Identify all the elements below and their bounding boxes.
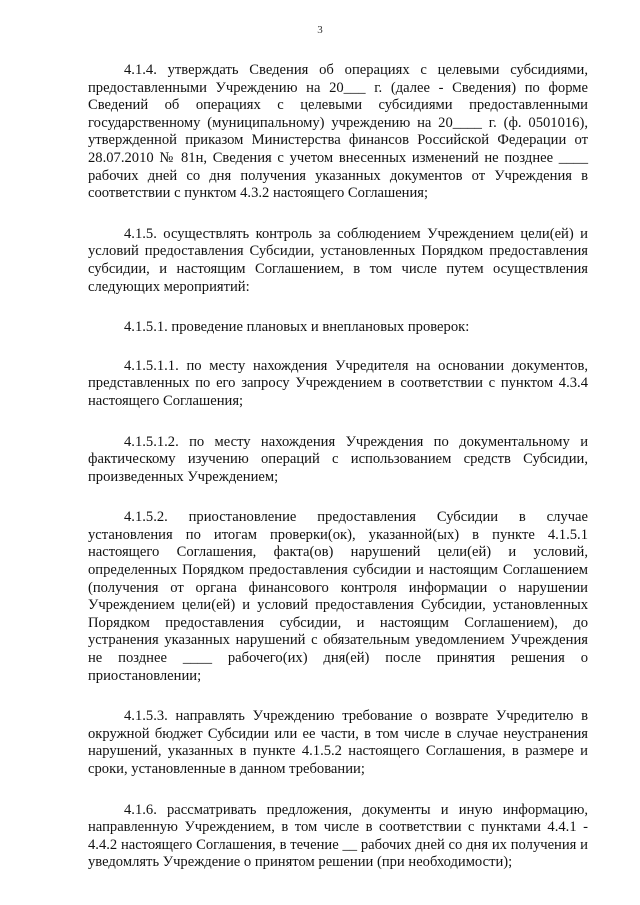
- paragraph-4-1-5: 4.1.5. осуществлять контроль за соблюдением Учреждением цели(ей) и условий предоставления Субсидии, установленных Порядком предоставления субсидии, и настоящим Соглашением, в том числе путем осуществления следующих мероприятий:: [88, 225, 588, 295]
- paragraph-4-1-5-3: 4.1.5.3. направлять Учреждению требование о возврате Учредителю в окружной бюджет Субсидии или ее части, в том числе в случае неустранения нарушений, указанных в пункте 4.1.5.2 настоящего Соглашения, в размере и сроки, установленные в данном требовании;: [88, 708, 588, 777]
- paragraph-4-1-5-1: 4.1.5.1. проведение плановых и внеплановых проверок:: [124, 319, 470, 336]
- paragraph-4-1-4: 4.1.4. утверждать Сведения об операциях с целевыми субсидиями, предоставленными Учреждению на 20___ г. (далее - Сведения) по форме Сведений об операциях с целевыми субсидиями предоставленными государственному (муниципальному) учреждению на 20____ г. (ф. 0501016), утвержденной приказом Министерства финансов Российской Федерации от 28.07.2010 № 81н, Сведения с учетом внесенных изменений не позднее ____ рабочих дней со дня получения указанных документов от Учреждения в соответствии с пунктом 4.3.2 настоящего Соглашения;: [88, 62, 588, 202]
- page-number: 3: [317, 24, 323, 36]
- document-body: [88, 62, 588, 895]
- paragraph-4-1-5-1-2: 4.1.5.1.2. по месту нахождения Учреждения по документальному и фактическому изучению операций с использованием средств Субсидии, произведенных Учреждением;: [88, 433, 588, 485]
- paragraph-4-1-5-1-1: 4.1.5.1.1. по месту нахождения Учредителя на основании документов, представленных по его запросу Учреждением в соответствии с пунктом 4.3.4 настоящего Соглашения;: [88, 357, 588, 409]
- paragraph-4-1-5-2: 4.1.5.2. приостановление предоставления Субсидии в случае установления по итогам проверки(ок), указанной(ых) в пункте 4.1.5.1 настоящего Соглашения, факта(ов) нарушений цели(ей) и условий, определенных Порядком предоставления субсидии и настоящим Соглашением (получения от органа финансового контроля информации о нарушении Учреждением цели(ей) и условий предоставления Субсидии, установленных Порядком предоставления субсидии, и настоящим Соглашением), до устранения указанных нарушений с обязательным уведомлением Учреждения не позднее ____ рабочего(их) дня(ей) после принятия решения о приостановлении;: [88, 509, 588, 684]
- paragraph-4-1-6: 4.1.6. рассматривать предложения, документы и иную информацию, направленную Учреждением, в том числе в соответствии с пунктами 4.4.1 - 4.4.2 настоящего Соглашения, в течение __ рабочих дней со дня их получения и уведомлять Учреждение о принятом решении (при необходимости);: [88, 801, 588, 871]
